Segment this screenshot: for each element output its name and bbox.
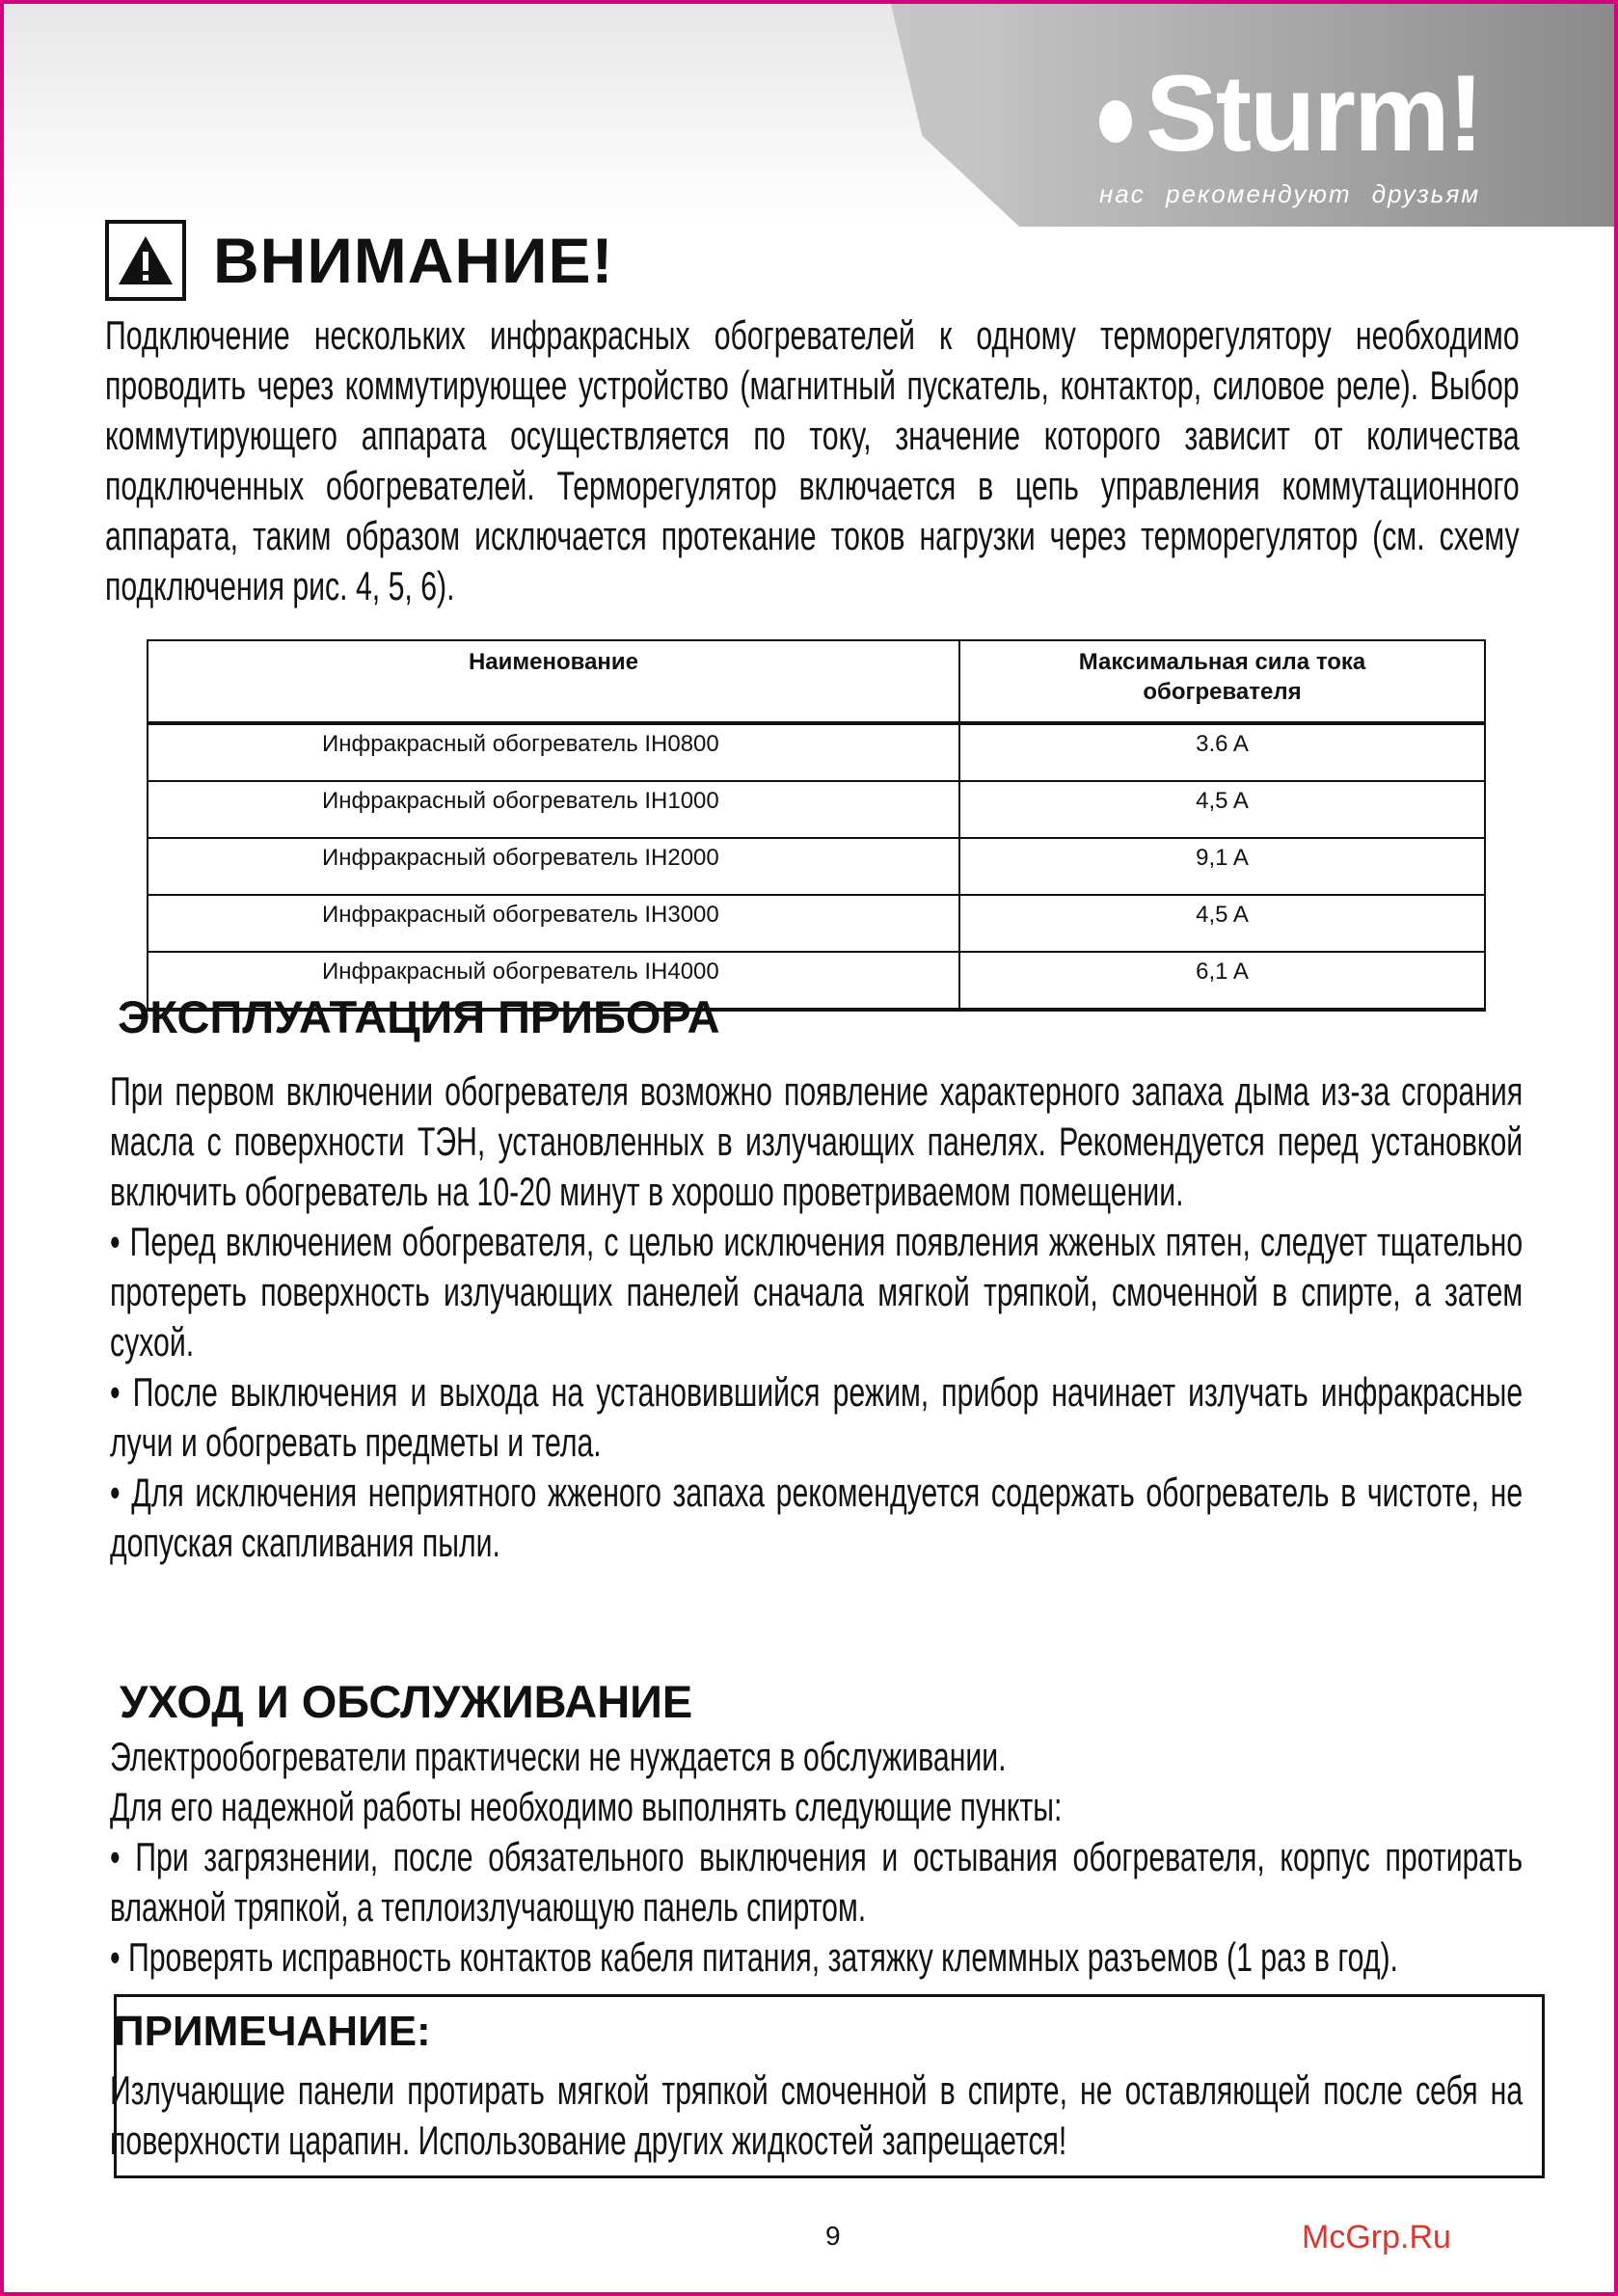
- cell-current: 6,1 A: [959, 952, 1485, 1010]
- cell-current: 3.6 A: [959, 723, 1485, 781]
- care-paragraph: Электрообогреватели практически не нуждается в обслуживании.: [110, 1734, 1007, 1779]
- column-header-name: Наименование: [148, 640, 959, 723]
- note-text-block: [110, 2066, 1523, 2166]
- note-text: Излучающие панели протирать мягкой тряпкой смоченной в спирте, не оставляющей после себя на поверхности царапин. Использование других жидкостей запрещается!: [110, 2067, 1524, 2163]
- operation-paragraph: При первом включении обогревателя возможно появление характерного запаха дыма из-за сгорания масла с поверхности ТЭН, установленных в излучающих панелях. Рекомендуется перед установкой включить обогреватель на 10-20 минут в хорошо проветриваемом помещении.: [110, 1068, 1524, 1214]
- care-title: УХОД И ОБСЛУЖИВАНИЕ: [120, 1676, 693, 1727]
- cell-name: Инфракрасный обогреватель IH4000: [148, 952, 959, 1010]
- logo-dot-icon: [1099, 100, 1132, 143]
- column-header-current: Максимальная сила тока обогревателя: [959, 640, 1485, 723]
- cell-current: 4,5 A: [959, 781, 1485, 838]
- watermark: McGrp.Ru: [1302, 2219, 1451, 2255]
- note-title: ПРИМЕЧАНИЕ:: [114, 2008, 431, 2055]
- cell-name: Инфракрасный обогреватель IH2000: [148, 838, 959, 895]
- table-row: [148, 723, 1485, 781]
- brand-logo: [1099, 53, 1482, 174]
- operation-bullet: • Для исключения неприятного жженого запаха рекомендуется содержать обогреватель в чистоте, не допуская скапливания пыли.: [110, 1470, 1524, 1565]
- table-row: [148, 781, 1485, 838]
- operation-text-block: [110, 1067, 1523, 1568]
- cell-current: 9,1 A: [959, 838, 1485, 895]
- warning-text: Подключение нескольких инфракрасных обогревателей к одному терморегулятору необходимо проводить через коммутирующее устройство (магнитный пускатель, контактор, силовое реле). Выбор коммутирующего аппарата осуществляется по току, значение которого зависит от количества подключенных обогревателей. Терморегулятор включается в цепь управления коммутационного аппарата, таким образом исключается протекание токов нагрузки через терморегулятор (см. схему подключения рис. 4, 5, 6).: [105, 312, 1520, 608]
- table-header-row: [148, 640, 1485, 723]
- current-table: [147, 639, 1486, 1012]
- cell-name: Инфракрасный обогреватель IH0800: [148, 723, 959, 781]
- operation-bullet: • Перед включением обогревателя, с целью исключения появления жженых пятен, следует тщательно протереть поверхность излучающих панелей сначала мягкой тряпкой, смоченной в спирте, а затем сухой.: [110, 1219, 1524, 1364]
- cell-name: Инфракрасный обогреватель IH1000: [148, 781, 959, 838]
- care-bullet: • При загрязнении, после обязательного выключения и остывания обогревателя, корпус протирать влажной тряпкой, а теплоизлучающую панель спиртом.: [110, 1834, 1524, 1930]
- logo-text: Sturm!: [1146, 53, 1482, 174]
- care-text-block: [110, 1732, 1523, 1983]
- page-number: 9: [825, 2221, 841, 2251]
- care-paragraph: Для его надежной работы необходимо выполнять следующие пункты:: [110, 1784, 1063, 1829]
- operation-bullet: • После выключения и выхода на установившийся режим, прибор начинает излучать инфракрасные лучи и обогревать предметы и тела.: [110, 1369, 1524, 1465]
- table-row: [148, 838, 1485, 895]
- cell-name: Инфракрасный обогреватель IH3000: [148, 895, 959, 952]
- table-row: [148, 895, 1485, 952]
- operation-title: ЭКСПЛУАТАЦИЯ ПРИБОРА: [118, 991, 720, 1042]
- warning-title: ВНИМАНИЕ!: [213, 225, 614, 296]
- care-bullet: • Проверять исправность контактов кабеля питания, затяжку клеммных разъемов (1 раз в год).: [110, 1934, 1398, 1980]
- warning-heading: [105, 220, 614, 301]
- warning-text-block: [105, 311, 1520, 611]
- tagline: нас рекомендуют друзьям: [1099, 179, 1481, 208]
- cell-current: 4,5 A: [959, 895, 1485, 952]
- warning-triangle-icon: [105, 220, 186, 301]
